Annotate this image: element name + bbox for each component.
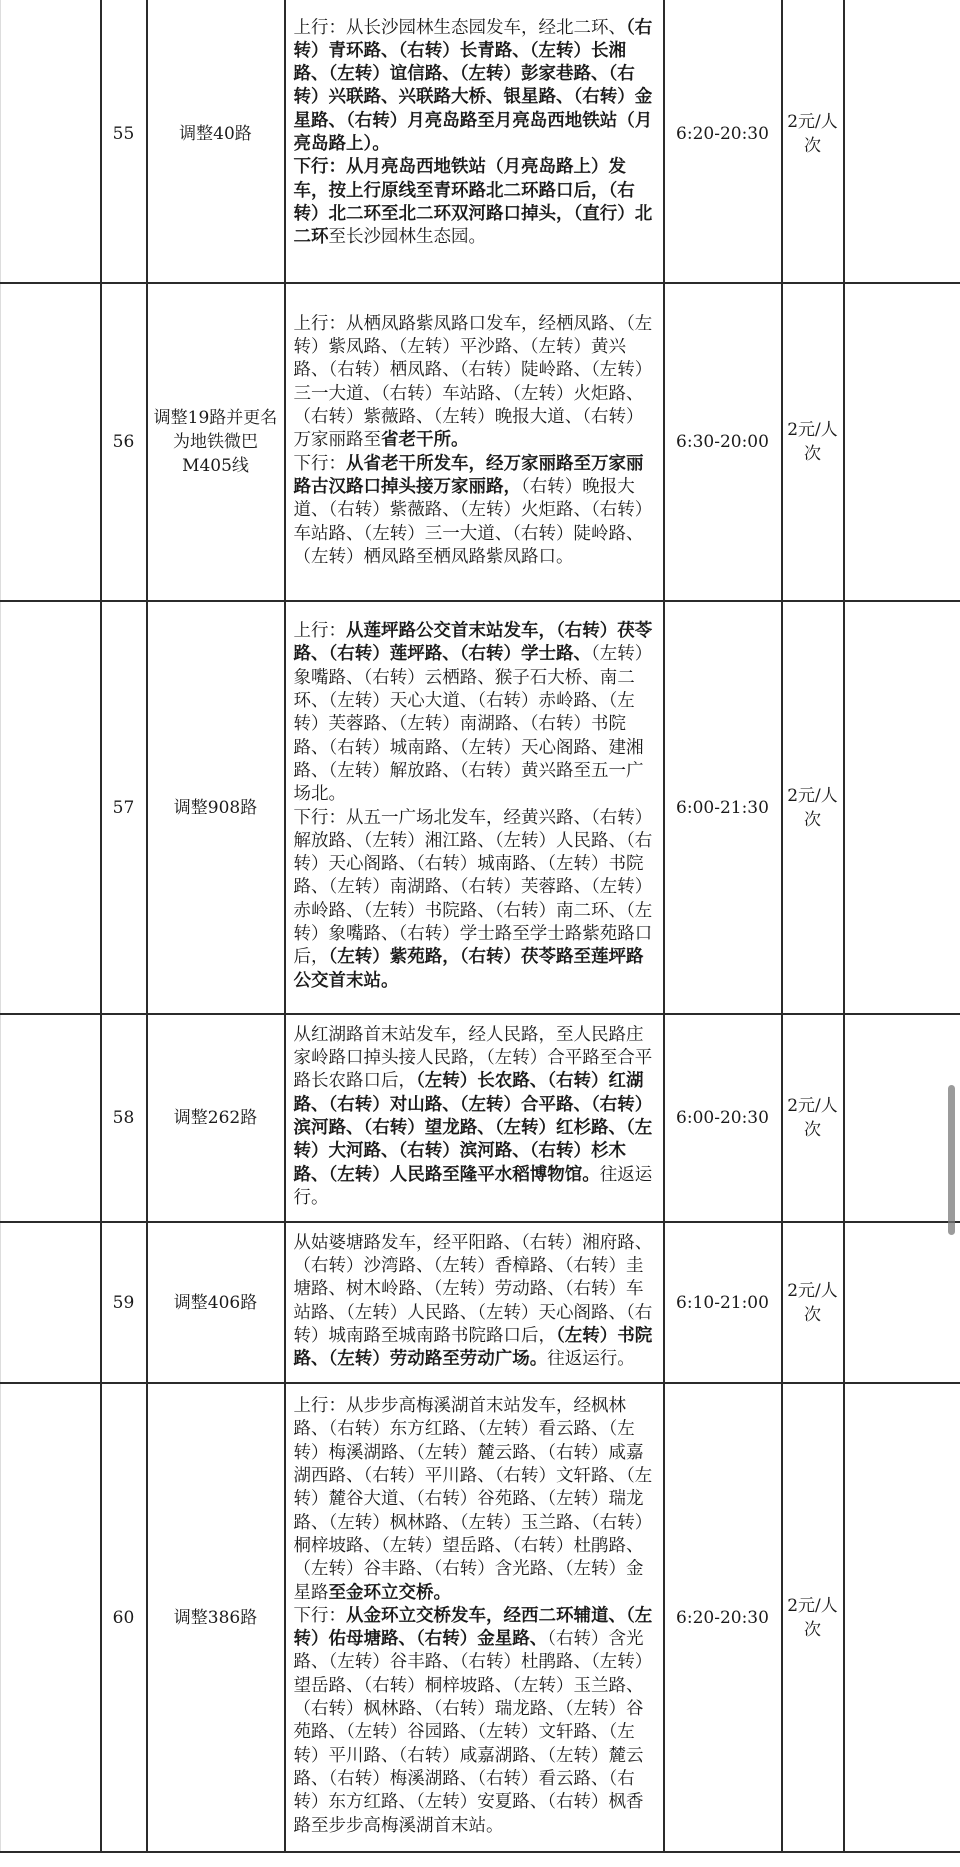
table-row <box>1 1222 960 1383</box>
route-text: 上行： <box>293 621 346 642</box>
service-hours: 6:30-20:00 <box>664 283 782 601</box>
blank-cell-right <box>844 601 960 1014</box>
route-text-bold: 省老干所。 <box>381 430 469 451</box>
route-text: （右转）晚报大道、（右转）紫薇路、（左转）火炬路、（右转）车站路、（左转）三一大道、（右转）陡岭路、（左转）栖凤路至栖凤路紫凤路口。 <box>293 476 653 567</box>
route-description <box>285 283 664 601</box>
blank-cell-left <box>1 601 101 1014</box>
route-text: 上行：从栖凤路紫凤路口发车，经栖凤路、（左转）紫凤路、（左转）平沙路、（左转）黄兴路、（右转）栖凤路、（右转）陡岭路、（左转）三一大道、（右转）车站路、（左转）火炬路、（右转）紫薇路、（左转）晚报大道、（右转）万家丽路至 <box>293 313 653 451</box>
fare: 2元/人次 <box>782 1383 844 1852</box>
blank-cell-right <box>844 283 960 601</box>
route-text-bold: （左转）书院路、（左转）劳动路至劳动广场。 <box>293 1325 653 1370</box>
route-paragraph <box>294 620 657 806</box>
blank-cell-right <box>844 1222 960 1383</box>
route-paragraph <box>294 1395 657 1605</box>
service-hours: 6:00-20:30 <box>664 1014 782 1222</box>
line-name: 调整40路 <box>147 0 285 283</box>
blank-cell-right <box>844 1383 960 1852</box>
route-text-bold: （左转）紫苑路，（右转）茯苓路至莲坪路公交首末站。 <box>293 947 644 991</box>
row-number: 57 <box>101 601 147 1014</box>
table-row <box>1 0 960 283</box>
scrollbar[interactable] <box>948 1085 955 1235</box>
row-number: 56 <box>101 283 147 601</box>
route-text: 下行：从五一广场北发车，经黄兴路、（右转）解放路、（左转）湘江路、（左转）人民路、（右转）天心阁路、（右转）城南路、（左转）书院路、（左转）南湖路、（右转）芙蓉路、（左转）赤岭路、（左转）书院路、（右转）南二环、（左转）象嘴路、（右转）学士路至学士路紫苑路口后， <box>293 807 653 968</box>
table-row <box>1 1014 960 1222</box>
route-text: 往返运行。 <box>547 1349 635 1370</box>
row-number: 58 <box>101 1014 147 1222</box>
route-text: 至长沙园林生态园。 <box>328 227 486 248</box>
line-name: 调整262路 <box>147 1014 285 1222</box>
route-text: （右转）含光路、（左转）谷丰路、（右转）杜鹃路、（左转）望岳路、（右转）桐梓坡路、（左转）玉兰路、（右转）枫林路、（右转）瑞龙路、（左转）谷苑路、（左转）谷园路、（左转）文轩路、（左转）平川路、（右转）咸嘉湖路、（左转）麓云路、（右转）梅溪湖路、（右转）看云路、（右转）东方红路、（左转）安夏路、（右转）枫香路至步步高梅溪湖首末站。 <box>293 1629 653 1836</box>
route-paragraph <box>294 453 657 569</box>
blank-cell-left <box>1 283 101 601</box>
route-text-bold: 下行：从月亮岛西地铁站（月亮岛路上）发车，按上行原线至青环路北二环路口后，（右转）北二环至北二环双河路口掉头，（直行）北二环 <box>293 157 653 248</box>
table-row <box>1 283 960 601</box>
fare: 2元/人次 <box>782 1222 844 1383</box>
fare: 2元/人次 <box>782 1014 844 1222</box>
route-paragraph <box>294 17 657 157</box>
row-number: 55 <box>101 0 147 283</box>
route-paragraph <box>294 156 657 249</box>
route-text: 上行：从长沙园林生态园发车，经北二环、 <box>293 17 626 38</box>
blank-cell-right <box>844 1014 960 1222</box>
route-text: （左转）象嘴路、（右转）云栖路、猴子石大桥、南二环、（左转）天心大道、（右转）赤岭路、（左转）芙蓉路、（左转）南湖路、（右转）书院路、（右转）城南路、（左转）天心阁路、建湘路、（左转）解放路、（右转）黄兴路至五一广场北。 <box>293 644 653 805</box>
route-text-bold: （左转）长农路、（右转）红湖路、（右转）对山路、（左转）合平路、（右转）滨河路、（右转）望龙路、（左转）红杉路、（左转）大河路、（右转）滨河路、（右转）杉木路、（左转）人民路至隆平水稻博物馆。 <box>293 1071 653 1185</box>
blank-cell-right <box>844 0 960 283</box>
blank-cell-left <box>1 1014 101 1222</box>
route-description <box>285 601 664 1014</box>
route-text: 下行： <box>293 1605 346 1626</box>
row-number: 59 <box>101 1222 147 1383</box>
route-text-bold: 从省老干所发车，经万家丽路至万家丽路古汉路口掉头接万家丽路， <box>293 453 644 497</box>
route-paragraph <box>294 313 657 453</box>
row-number: 60 <box>101 1383 147 1852</box>
line-name: 调整386路 <box>147 1383 285 1852</box>
route-description <box>285 1014 664 1222</box>
service-hours: 6:20-20:30 <box>664 1383 782 1852</box>
route-paragraph <box>294 1232 657 1372</box>
route-text: 往返运行。 <box>293 1164 653 1208</box>
service-hours: 6:10-21:00 <box>664 1222 782 1383</box>
fare: 2元/人次 <box>782 0 844 283</box>
route-text-bold: 至金环立交桥。 <box>328 1582 451 1603</box>
service-hours: 6:00-21:30 <box>664 601 782 1014</box>
route-paragraph <box>294 807 657 993</box>
table-row <box>1 1383 960 1852</box>
route-description <box>285 1383 664 1852</box>
fare: 2元/人次 <box>782 601 844 1014</box>
route-text: 从姑婆塘路发车，经平阳路、（右转）湘府路、（右转）沙湾路、（左转）香樟路、（右转）圭塘路、树木岭路、（左转）劳动路、（右转）车站路、（左转）人民路、（左转）天心阁路、（右转）城南路至城南路书院路口后， <box>293 1232 653 1346</box>
line-name: 调整19路并更名为地铁微巴M405线 <box>147 283 285 601</box>
route-text: 从红湖路首末站发车，经人民路，至人民路庄家岭路口掉头接人民路，（左转）合平路至合平路长农路口后， <box>293 1024 653 1092</box>
route-text-bold: 从金环立交桥发车，经西二环辅道、（左转）佑母塘路、（右转）金星路、 <box>293 1605 653 1650</box>
route-description <box>285 1222 664 1383</box>
line-name: 调整406路 <box>147 1222 285 1383</box>
route-paragraph <box>294 1024 657 1210</box>
route-text-bold: （右转）青环路、（右转）长青路、（左转）长湘路、（左转）谊信路、（左转）彭家巷路、（右转）兴联路、兴联路大桥、银星路、（右转）金星路、（右转）月亮岛路至月亮岛西地铁站（月亮岛路上）。 <box>293 17 653 154</box>
blank-cell-left <box>1 1383 101 1852</box>
route-text: 下行： <box>293 453 346 474</box>
route-description <box>285 0 664 283</box>
route-text-bold: 从莲坪路公交首末站发车，（右转）茯苓路、（右转）莲坪路、（右转）学士路、 <box>293 621 653 665</box>
service-hours: 6:20-20:30 <box>664 0 782 283</box>
blank-cell-left <box>1 1222 101 1383</box>
line-name: 调整908路 <box>147 601 285 1014</box>
route-text: 上行：从步步高梅溪湖首末站发车，经枫林路、（右转）东方红路、（左转）看云路、（左转）梅溪湖路、（左转）麓云路、（右转）咸嘉湖西路、（右转）平川路、（右转）文轩路、（左转）麓谷大道、（右转）谷苑路、（左转）瑞龙路、（左转）枫林路、（左转）玉兰路、（右转）桐梓坡路、（左转）望岳路、（右转）杜鹃路、（左转）谷丰路、（右转）含光路、（左转）金星路 <box>293 1396 653 1603</box>
fare: 2元/人次 <box>782 283 844 601</box>
table-row <box>1 601 960 1014</box>
route-paragraph <box>294 1605 657 1838</box>
blank-cell-left <box>1 0 101 283</box>
